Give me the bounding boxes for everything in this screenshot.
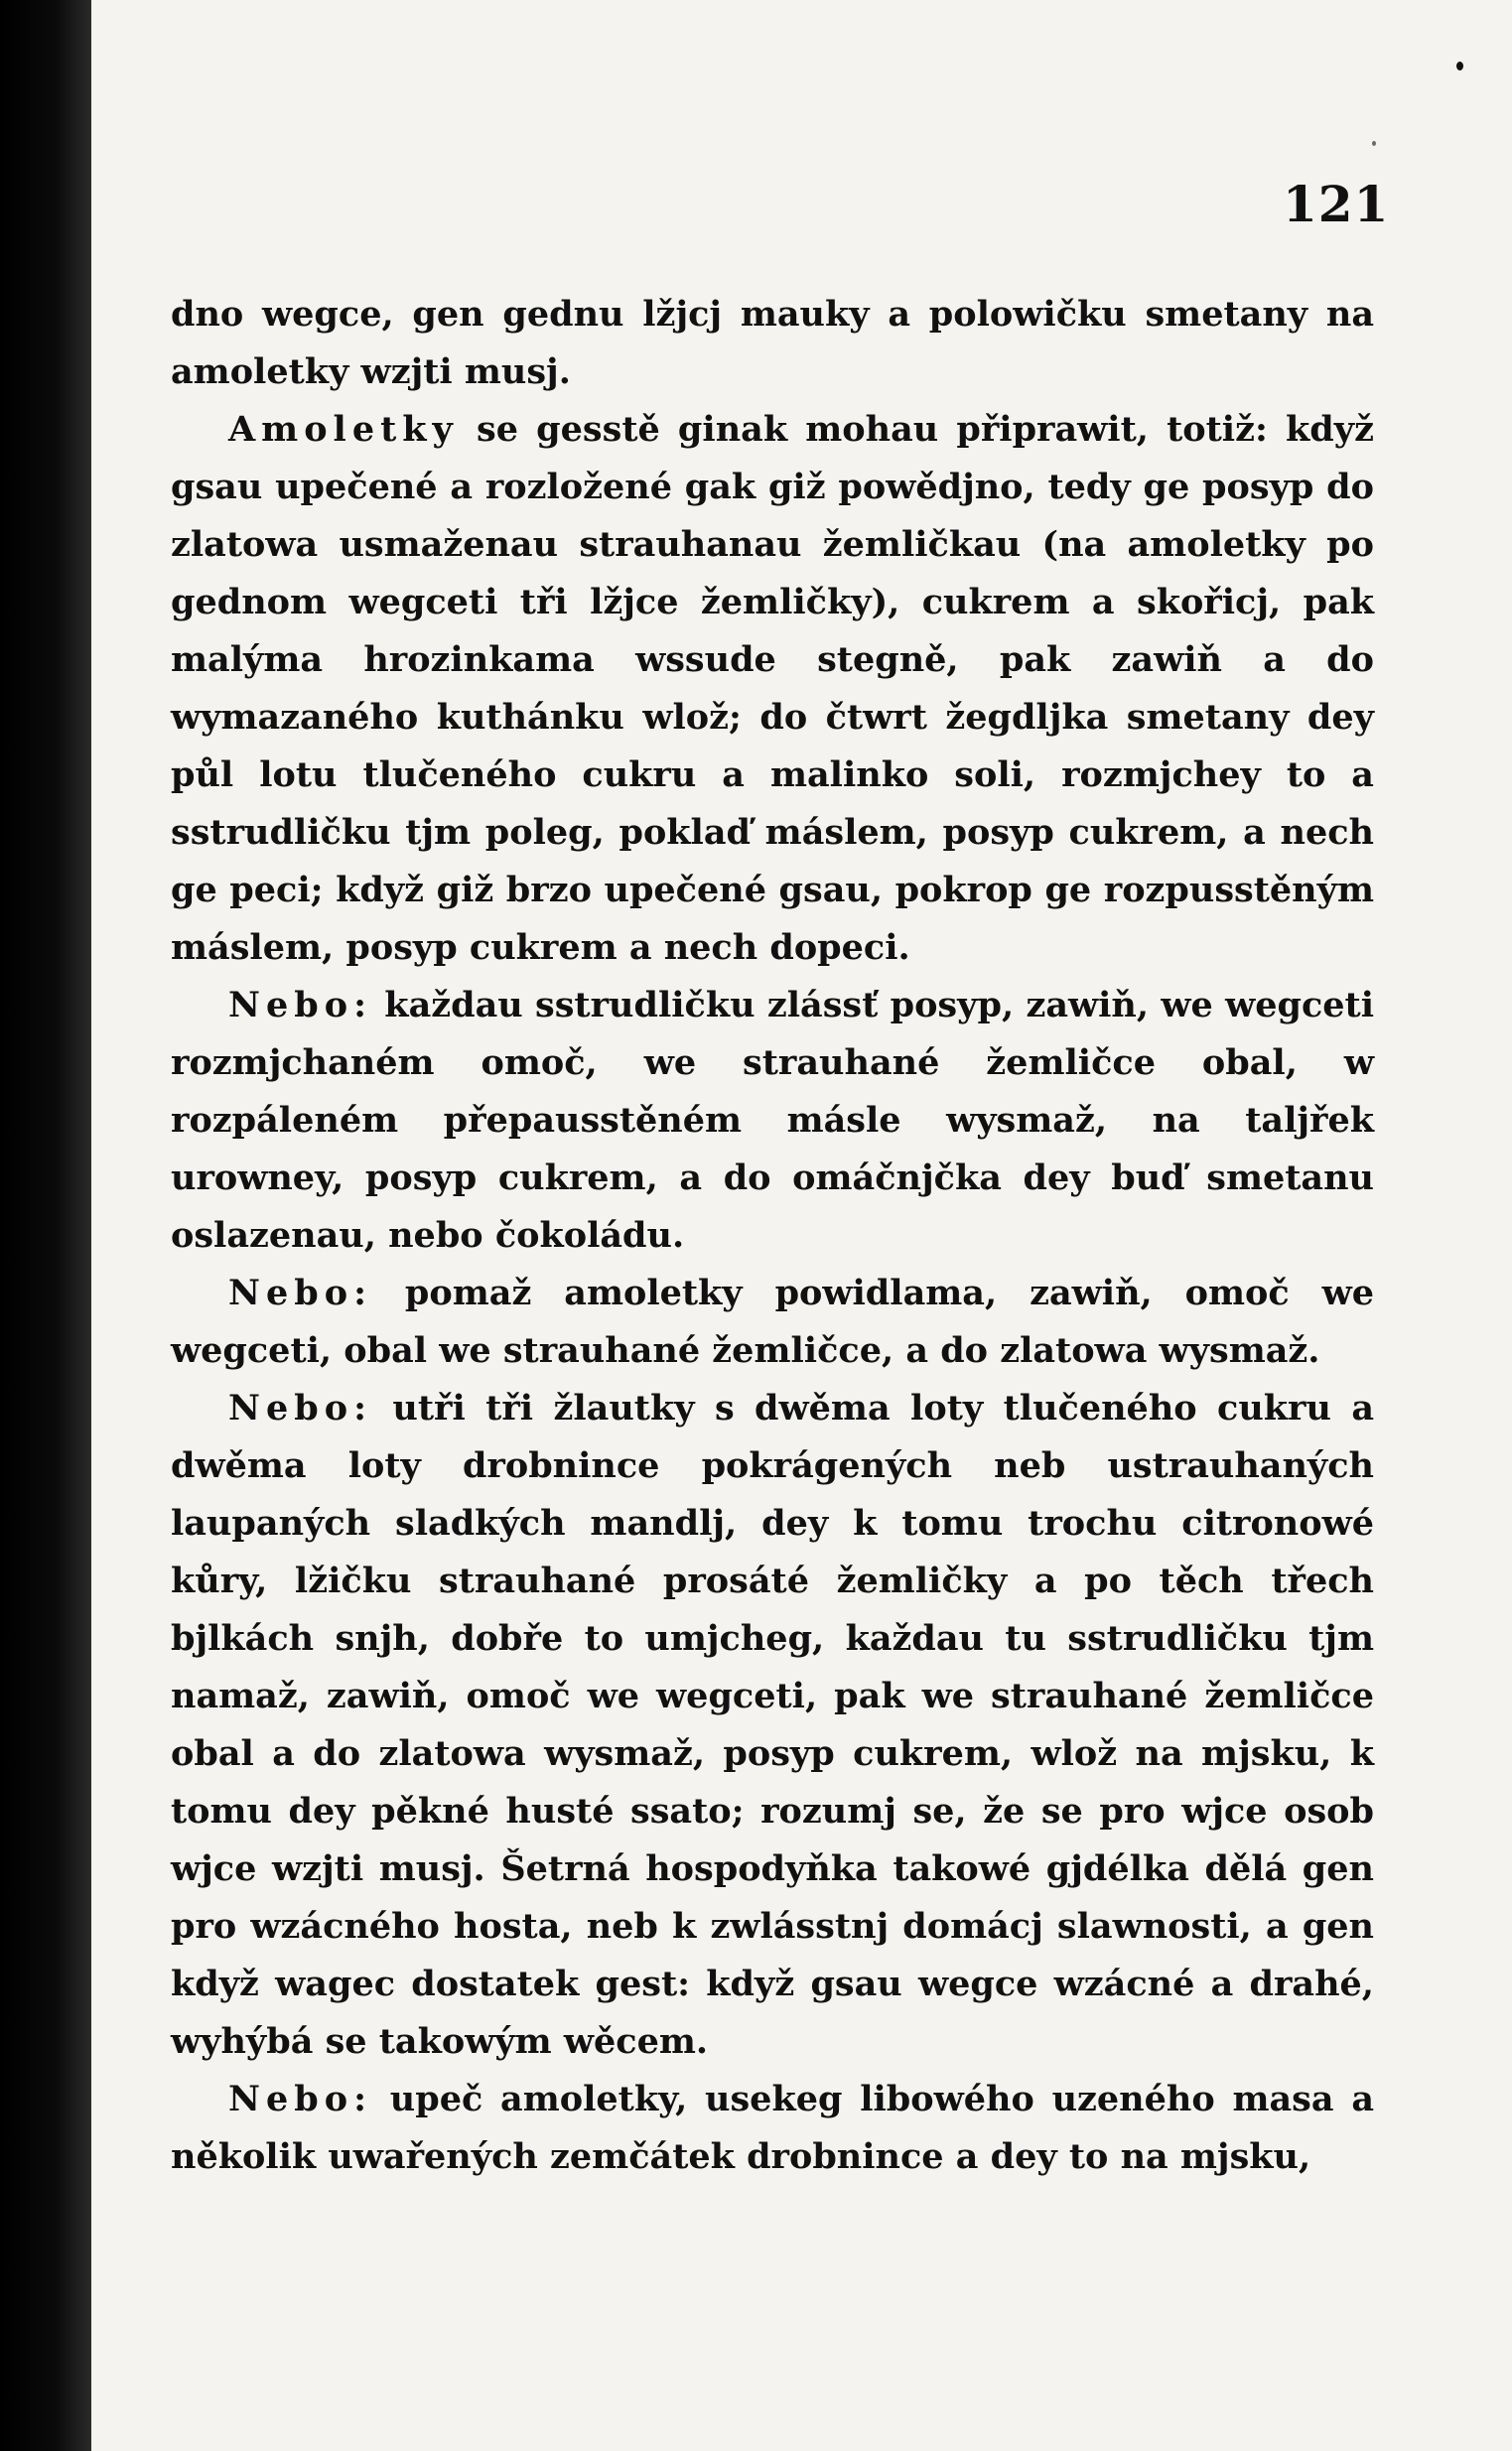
paragraph-4-lead: Nebo: bbox=[228, 1273, 372, 1313]
book-page bbox=[91, 0, 1512, 2451]
ink-speck bbox=[1456, 62, 1463, 70]
paragraph-4-text: pomaž amoletky powidlama, zawiň, omoč we wegceti, obal we strauhané žemličce, a do zlatowa wysmaž. bbox=[171, 1273, 1374, 1371]
paragraph-6-lead: Nebo: bbox=[228, 2079, 372, 2119]
paragraph-4 bbox=[171, 1265, 1374, 1380]
paragraph-1-text: dno wegce, gen gednu lžjcj mauky a polowičku smetany na amoletky wzjti musj. bbox=[171, 294, 1374, 392]
scan-dark-margin bbox=[0, 0, 91, 2451]
paragraph-3-text: každau sstrudličku zlássť posyp, zawiň, we wegceti rozmjchaném omoč, we strauhané žemličce obal, w rozpáleném přepausstěném másle wysmaž, na talјřek urowney, posyp cukrem, a do omáčnjčka dey buď smetanu oslazenau, nebo čokoládu. bbox=[171, 985, 1374, 1256]
paragraph-2 bbox=[171, 401, 1374, 977]
paragraph-6-text: upeč amoletky, usekeg libowého uzeného masa a několik uwařených zemčátek drobnince a dey to na mjsku, bbox=[171, 2079, 1374, 2177]
paragraph-2-text: se gesstě ginak mohau připrawit, totiž: když gsau upečené a rozložené gak giž powědjno, tedy ge posyp do zlatowa usmaženau strauhanau žemličkau (na amoletky po gednom wegceti tři lžjce žemličky), cukrem a skořicj, pak malýma hrozinkama wssude stegně, pak zawiň a do wymazaného kuthánku wlož; do čtwrt žegdljka smetany dey půl lotu tlučeného cukru a malinko soli, rozmjchey to a sstrudličku tjm poleg, poklaď máslem, posyp cukrem, a nech ge peci; když giž brzo upečené gsau, pokrop ge rozpusstěným máslem, posyp cukrem a nech dopeci. bbox=[171, 409, 1374, 968]
paragraph-5 bbox=[171, 1380, 1374, 2071]
paragraph-1 bbox=[171, 286, 1374, 401]
ink-speck bbox=[1372, 141, 1376, 146]
paragraph-5-lead: Nebo: bbox=[228, 1388, 372, 1429]
paragraph-2-lead: Amoletky bbox=[228, 409, 459, 450]
paragraph-3 bbox=[171, 977, 1374, 1265]
paragraph-6 bbox=[171, 2071, 1374, 2186]
page-text bbox=[171, 286, 1374, 2186]
paragraph-5-text: utři tři žlautky s dwěma loty tlučeného cukru a dwěma loty drobnince pokrágených neb ustrauhaných laupaných sladkých mandlj, dey k tomu trochu citronowé kůry, lžičku strauhané prosáté žemličky a po těch třech bjlkách snjh, dobře to umjcheg, každau tu sstrudličku tjm namaž, zawiň, omoč we wegceti, pak we strauhané žemličce obal a do zlatowa wysmaž, posyp cukrem, wlož na mjsku, k tomu dey pěkné husté ssato; rozumj se, že se pro wjce osob wjce wzjti musj. Šetrná hospodyňka takowé gjdélka dělá gen pro wzácného hosta, neb k zwlásstnj domácj slawnosti, a gen když wagec dostatek gest: když gsau wegce wzácné a drahé, wyhýbá se takowým wěcem. bbox=[171, 1388, 1374, 2062]
paragraph-3-lead: Nebo: bbox=[228, 985, 372, 1025]
page-number: 121 bbox=[1283, 175, 1390, 233]
